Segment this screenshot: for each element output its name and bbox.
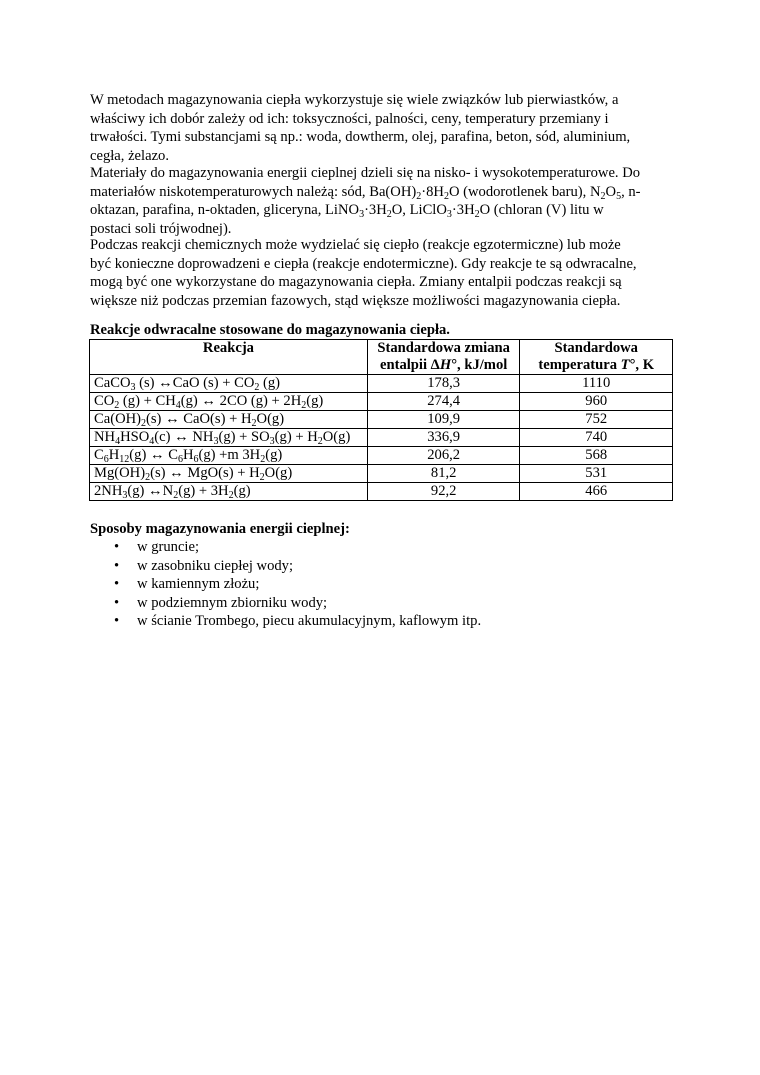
reactions-table (89, 339, 673, 501)
table-header-row (90, 340, 673, 375)
text-line: oktazan, parafina, n-oktaden, gliceryna, $LiNO_3\cdot 3H_2O$, $LiClO_3\cdot 3H_2O$ (chloran (V) litu w (90, 202, 604, 220)
bullet-icon: • (114, 613, 120, 629)
temperature-cell: 568 (520, 447, 673, 465)
header-enthalpy: Standardowa zmiana entalpii ΔH°, kJ/mol (367, 340, 520, 375)
reaction-cell: CaCO$_3$ (s) ↔CaO $(s) + CO_2$ (g) (90, 375, 368, 393)
bullet-icon: • (114, 576, 120, 592)
text-line: Podczas reakcji chemicznych może wydzielać się ciepło (reakcje egzotermiczne) lub może (90, 237, 621, 253)
materials-paragraph (90, 164, 682, 238)
list-item: • w kamiennym złożu; (114, 576, 260, 592)
text-line: Materiały do magazynowania energii cieplnej dzieli się na nisko- i wysokotemperaturowe. Do (90, 165, 641, 181)
enthalpy-cell: 178,3 (367, 375, 520, 393)
temperature-cell: 740 (520, 429, 673, 447)
reaction-cell: $Mg(OH)_2(s)$ ↔ $MgO(s) + H_2O(g)$ (90, 465, 368, 483)
enthalpy-cell: 206,2 (367, 447, 520, 465)
table-row (90, 429, 673, 447)
enthalpy-cell: 274,4 (367, 393, 520, 411)
temperature-cell: 1110 (520, 375, 673, 393)
intro-paragraph (90, 91, 682, 165)
table-row (90, 393, 673, 411)
storage-methods-title: Sposoby magazynowania energii cieplnej: (90, 521, 350, 537)
reaction-cell: $C_6H_{12}(g)$ ↔ $C_6H_6(g) +m$ $3H_2(g)$ (90, 447, 368, 465)
header-temperature: Standardowa temperatura T°, K (520, 340, 673, 375)
list-item: • w gruncie; (114, 539, 200, 555)
enthalpy-cell: 92,2 (367, 483, 520, 501)
text-line: większe niż podczas przemian fazowych, stąd większe możliwości magazynowania ciepła. (90, 292, 621, 309)
enthalpy-cell: 336,9 (367, 429, 520, 447)
list-item: • w ścianie Trombego, piecu akumulacyjnym, kaflowym itp. (114, 613, 482, 629)
enthalpy-cell: 81,2 (367, 465, 520, 483)
text-line: materiałów niskotemperaturowych należą: sód, $Ba(OH)_2\cdot 8H_2O$ (wodorotlenek baru), $N_2O_5$, n- (90, 183, 641, 202)
table-row (90, 483, 673, 501)
list-item: • w zasobniku ciepłej wody; (114, 557, 294, 574)
text-line: właściwy ich dobór zależy od ich: toksyczności, palności, ceny, temperatury przemiany i (90, 110, 609, 127)
reactions-paragraph (90, 236, 682, 310)
storage-methods-list (90, 538, 481, 631)
text-line: być konieczne doprowadzeni e ciepła (reakcje endotermiczne). Gdy reakcje te są odwracalne, (90, 255, 637, 272)
text-line: W metodach magazynowania ciepła wykorzystuje się wiele związków lub pierwiastków, a (90, 92, 619, 108)
text-line: cegła, żelazo. (90, 147, 169, 164)
bullet-icon: • (114, 539, 120, 555)
reaction-cell: $CO_2$ $(g) + CH_4(g)$ ↔ 2CO $(g) + 2H_2(g)$ (90, 393, 368, 411)
table-row (90, 375, 673, 393)
temperature-cell: 531 (520, 465, 673, 483)
table-row (90, 447, 673, 465)
reaction-cell: $2NH_3(g)$ $\leftrightarrow N_2(g) + 3H_2(g)$ (90, 483, 368, 501)
temperature-cell: 752 (520, 411, 673, 429)
header-reaction: Reakcja (90, 340, 368, 375)
text-line: postaci soli trójwodnej). (90, 220, 232, 237)
table-title: Reakcje odwracalne stosowane do magazynowania ciepła. (90, 322, 450, 338)
list-item: • w podziemnym zbiorniku wody; (114, 594, 328, 611)
table-row (90, 465, 673, 483)
text-line: mogą być one wykorzystane do magazynowania ciepła. Zmiany entalpii podczas reakcji są (90, 274, 622, 290)
bullet-icon: • (114, 557, 120, 574)
reaction-cell: $Ca(OH)_2(s)$ ↔ $CaO(s) + H_2O(g)$ (90, 411, 368, 429)
temperature-cell: 960 (520, 393, 673, 411)
enthalpy-cell: 109,9 (367, 411, 520, 429)
bullet-icon: • (114, 594, 120, 611)
temperature-cell: 466 (520, 483, 673, 501)
text-line: trwałości. Tymi substancjami są np.: woda, dowtherm, olej, parafina, beton, sód, aluminium, (90, 129, 631, 145)
reaction-cell: $NH_4HSO_4(c)$ ↔ $NH_3(g) + SO_3(g) + H_2O(g)$ (90, 429, 368, 447)
table-row (90, 411, 673, 429)
